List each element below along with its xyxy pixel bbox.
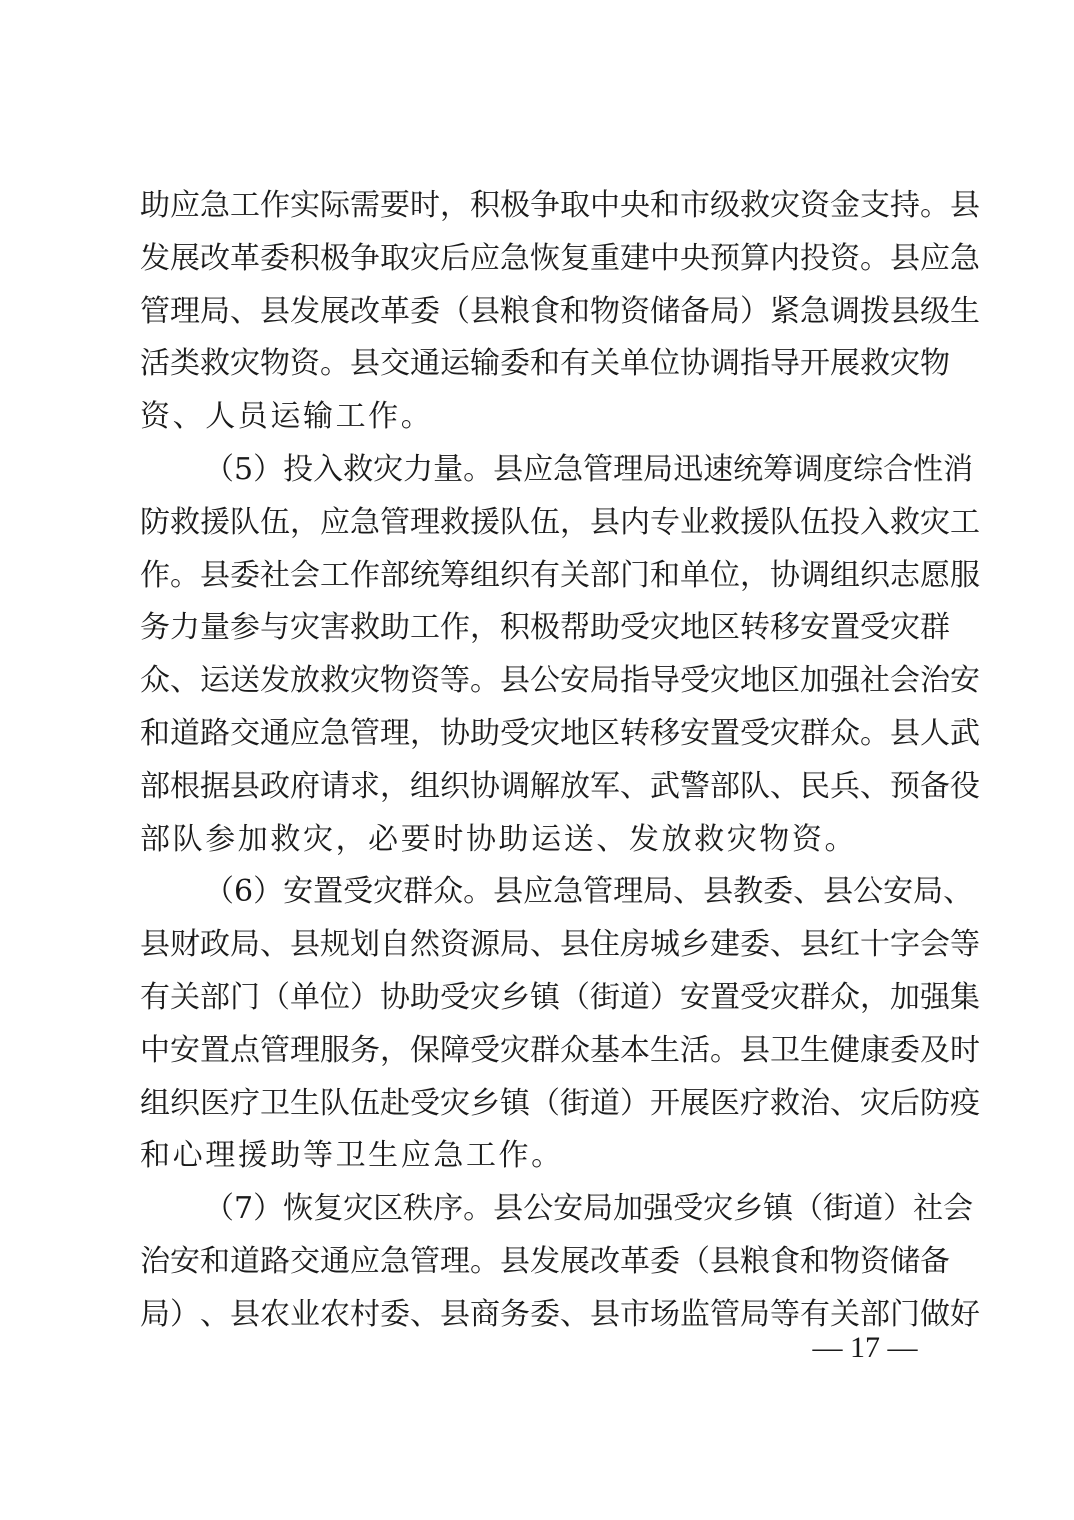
text-line: 和 心 理 援 助 等 卫 生 应 急 工 作 。 [140, 1138, 562, 1174]
text-line: 县 财 政 局 、 县 规 划 自 然 资 源 局 、 县 住 房 城 乡 建 委 、 县 红 十 字 会 等 [140, 927, 980, 963]
text-line: （ 7 ） 恢 复 灾 区 秩 序 。 县 公 安 局 加 强 受 灾 乡 镇 （ 街 道 ） 社 会 [204, 1191, 974, 1227]
text-line: 局 ） 、 县 农 业 农 村 委 、 县 商 务 委 、 县 市 场 监 管 局 等 有 关 部 门 做 好 [140, 1296, 980, 1332]
text-line: 活 类 救 灾 物 资 。 县 交 通 运 输 委 和 有 关 单 位 协 调 指 导 开 展 救 灾 物 [140, 346, 950, 382]
text-line: （ 6 ） 安 置 受 灾 群 众 。 县 应 急 管 理 局 、 县 教 委 、 县 公 安 局 、 [204, 874, 974, 910]
text-line: 发 展 改 革 委 积 极 争 取 灾 后 应 急 恢 复 重 建 中 央 预 算 内 投 资 。 县 应 急 [140, 240, 980, 276]
page-number: — 17 — [812, 1331, 918, 1364]
text-line: 中 安 置 点 管 理 服 务 ， 保 障 受 灾 群 众 基 本 生 活 。 县 卫 生 健 康 委 及 时 [140, 1032, 980, 1068]
text-line: 助 应 急 工 作 实 际 需 要 时 ， 积 极 争 取 中 央 和 市 级 救 灾 资 金 支 持 。 县 [140, 188, 980, 223]
text-line: 部 根 据 县 政 府 请 求 ， 组 织 协 调 解 放 军 、 武 警 部 队 、 民 兵 、 预 备 役 [140, 768, 980, 804]
text-line: 组 织 医 疗 卫 生 队 伍 赴 受 灾 乡 镇 （ 街 道 ） 开 展 医 疗 救 治 、 灾 后 防 疫 [140, 1085, 980, 1121]
text-line: 部 队 参 加 救 灾 ， 必 要 时 协 助 运 送 、 发 放 救 灾 物 资 。 [140, 821, 855, 857]
text-line: 治 安 和 道 路 交 通 应 急 管 理 。 县 发 展 改 革 委 （ 县 粮 食 和 物 资 储 备 [140, 1243, 950, 1279]
text-line: 管 理 局 、 县 发 展 改 革 委 （ 县 粮 食 和 物 资 储 备 局 ） 紧 急 调 拨 县 级 生 [140, 293, 980, 329]
body-text [140, 180, 980, 1342]
text-line: 和 道 路 交 通 应 急 管 理 ， 协 助 受 灾 地 区 转 移 安 置 受 灾 群 众 。 县 人 武 [140, 715, 980, 751]
text-line: 务 力 量 参 与 灾 害 救 助 工 作 ， 积 极 帮 助 受 灾 地 区 转 移 安 置 受 灾 群 [140, 610, 950, 646]
text-line: 众 、 运 送 发 放 救 灾 物 资 等 。 县 公 安 局 指 导 受 灾 地 区 加 强 社 会 治 安 [140, 663, 980, 699]
text-line: 有 关 部 门 （ 单 位 ） 协 助 受 灾 乡 镇 （ 街 道 ） 安 置 受 灾 群 众 ， 加 强 集 [140, 979, 980, 1015]
text-line: 作 。 县 委 社 会 工 作 部 统 筹 组 织 有 关 部 门 和 单 位 ， 协 调 组 织 志 愿 服 [140, 557, 980, 593]
text-line: 资 、 人 员 运 输 工 作 。 [140, 399, 431, 435]
text-line: 防 救 援 队 伍 ， 应 急 管 理 救 援 队 伍 ， 县 内 专 业 救 援 队 伍 投 入 救 灾 工 [140, 504, 980, 540]
text-line: （ 5 ） 投 入 救 灾 力 量 。 县 应 急 管 理 局 迅 速 统 筹 调 度 综 合 性 消 [204, 451, 974, 487]
